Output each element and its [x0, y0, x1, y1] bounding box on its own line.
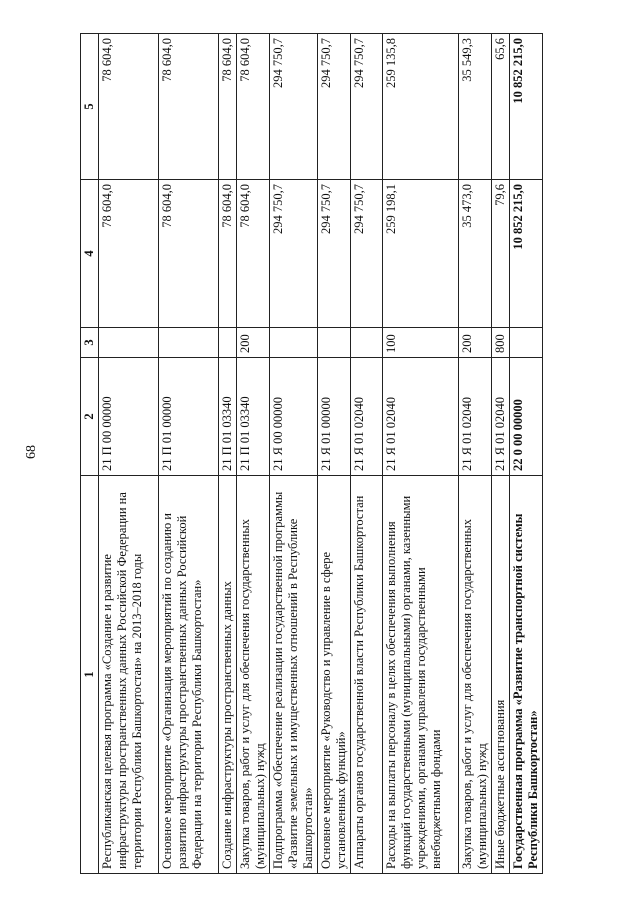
row-name-cell: Подпрограмма «Обеспечение реализации государственной программы «Развитие земельных и имущественных отношений в Республике Башкортостан» [270, 476, 318, 874]
row-amount-col4-cell: 294 750,7 [351, 180, 383, 328]
header-col-2: 2 [81, 358, 99, 476]
row-kind-cell [351, 328, 383, 358]
row-kind-cell [270, 328, 318, 358]
row-code-cell: 21 П 00 00000 [99, 358, 159, 476]
row-amount-col4-cell: 10 852 215,0 [510, 180, 543, 328]
row-code-cell: 22 0 00 00000 [510, 358, 543, 476]
row-amount-col4-cell: 35 473,0 [459, 180, 492, 328]
row-amount-col5-cell: 294 750,7 [351, 34, 383, 180]
row-code-cell: 21 Я 00 00000 [270, 358, 318, 476]
row-amount-col5-cell: 78 604,0 [237, 34, 270, 180]
row-kind-cell: 200 [459, 328, 492, 358]
row-kind-cell: 100 [383, 328, 459, 358]
row-amount-col5-cell: 35 549,3 [459, 34, 492, 180]
header-col-1: 1 [81, 476, 99, 874]
row-amount-col4-cell: 79,6 [492, 180, 510, 328]
table-body [99, 34, 543, 874]
row-amount-col5-cell: 10 852 215,0 [510, 34, 543, 180]
table-row [492, 34, 510, 874]
header-row [81, 34, 99, 874]
row-name-cell: Основное мероприятие «Руководство и управление в сфере установленных функций» [318, 476, 351, 874]
row-name-cell: Закупка товаров, работ и услуг для обеспечения государственных (муниципальных) нужд [237, 476, 270, 874]
row-amount-col4-cell: 78 604,0 [237, 180, 270, 328]
row-code-cell: 21 Я 01 00000 [318, 358, 351, 476]
row-amount-col5-cell: 78 604,0 [159, 34, 219, 180]
row-code-cell: 21 Я 01 02040 [383, 358, 459, 476]
table-row [459, 34, 492, 874]
row-name-cell: Создание инфраструктуры пространственных данных [219, 476, 237, 874]
table-row [351, 34, 383, 874]
budget-table [80, 33, 543, 874]
table-row [270, 34, 318, 874]
row-kind-cell [99, 328, 159, 358]
page-number: 68 [24, 445, 39, 459]
row-amount-col5-cell: 78 604,0 [219, 34, 237, 180]
row-name-cell: Республиканская целевая программа «Создание и развитие инфраструктуры пространственных данных Российской Федерации на территории Республики Башкортостан» на 2013–2018 годы [99, 476, 159, 874]
row-name-cell: Закупка товаров, работ и услуг для обеспечения государственных (муниципальных) нужд [459, 476, 492, 874]
table-row [159, 34, 219, 874]
table-row [99, 34, 159, 874]
row-amount-col4-cell: 259 198,1 [383, 180, 459, 328]
row-name-cell: Основное мероприятие «Организация мероприятий по созданию и развитию инфраструктуры пространственных данных Российской Федерации на территории Республики Башкортостан» [159, 476, 219, 874]
row-amount-col4-cell: 78 604,0 [219, 180, 237, 328]
row-amount-col4-cell: 78 604,0 [159, 180, 219, 328]
row-code-cell: 21 Я 01 02040 [492, 358, 510, 476]
header-col-5: 5 [81, 34, 99, 180]
table-row [383, 34, 459, 874]
row-name-cell: Расходы на выплаты персоналу в целях обеспечения выполнения функций государственными (муниципальными) органами, казенными учреждениями, органами управления государственными внебюджетными фондами [383, 476, 459, 874]
row-amount-col5-cell: 294 750,7 [270, 34, 318, 180]
row-kind-cell [318, 328, 351, 358]
row-amount-col5-cell: 78 604,0 [99, 34, 159, 180]
row-amount-col5-cell: 65,6 [492, 34, 510, 180]
row-amount-col4-cell: 78 604,0 [99, 180, 159, 328]
row-code-cell: 21 П 01 03340 [219, 358, 237, 476]
row-kind-cell: 200 [237, 328, 270, 358]
table-row [318, 34, 351, 874]
row-kind-cell [219, 328, 237, 358]
header-col-3: 3 [81, 328, 99, 358]
row-amount-col5-cell: 294 750,7 [318, 34, 351, 180]
table-row [237, 34, 270, 874]
table-row [510, 34, 543, 874]
table-row [219, 34, 237, 874]
row-amount-col4-cell: 294 750,7 [318, 180, 351, 328]
row-name-cell: Иные бюджетные ассигнования [492, 476, 510, 874]
row-code-cell: 21 П 01 03340 [237, 358, 270, 476]
row-amount-col4-cell: 294 750,7 [270, 180, 318, 328]
row-code-cell: 21 Я 01 02040 [351, 358, 383, 476]
row-kind-cell [159, 328, 219, 358]
row-name-cell: Государственная программа «Развитие транспортной системы Республики Башкортостан» [510, 476, 543, 874]
row-code-cell: 21 Я 01 02040 [459, 358, 492, 476]
row-amount-col5-cell: 259 135,8 [383, 34, 459, 180]
row-name-cell: Аппараты органов государственной власти Республики Башкортостан [351, 476, 383, 874]
budget-table-container [80, 34, 570, 874]
row-code-cell: 21 П 01 00000 [159, 358, 219, 476]
row-kind-cell [510, 328, 543, 358]
row-kind-cell: 800 [492, 328, 510, 358]
header-col-4: 4 [81, 180, 99, 328]
